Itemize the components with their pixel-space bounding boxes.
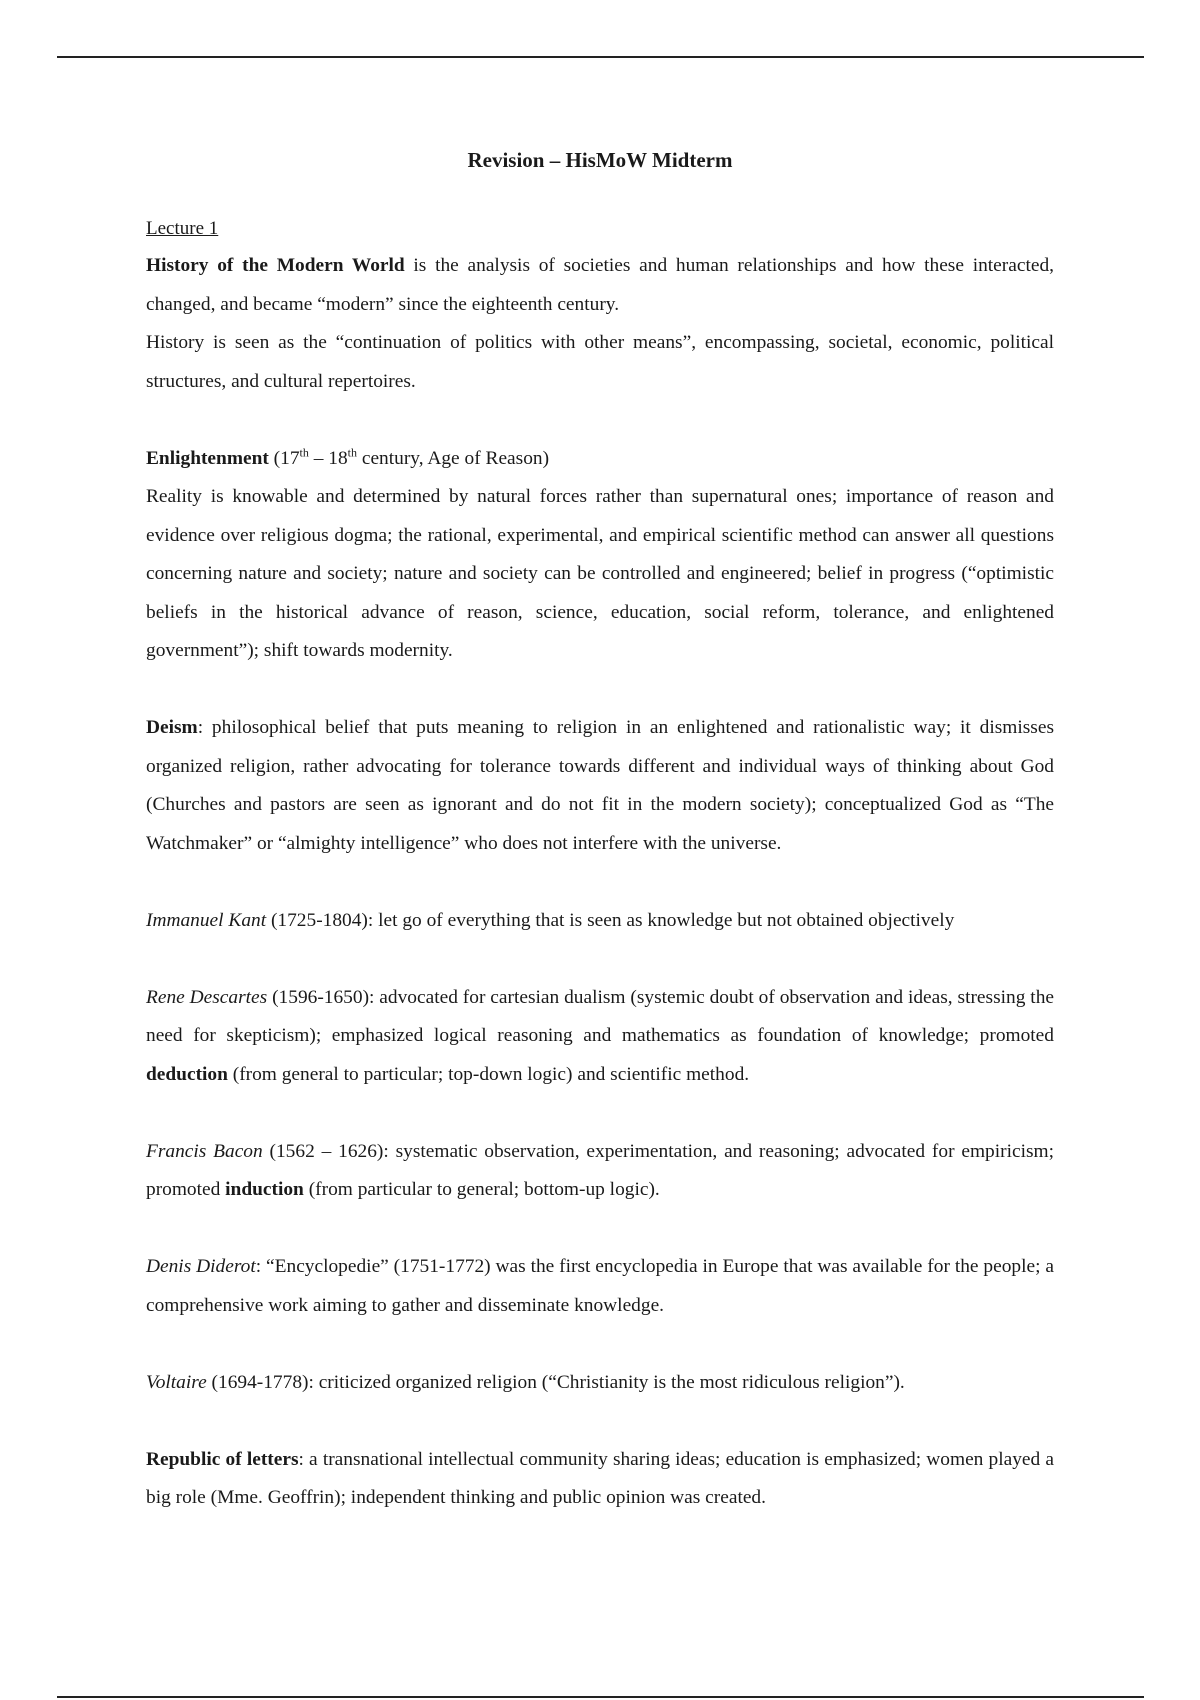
- diderot-paragraph: Denis Diderot: “Encyclopedie” (1751-1772) was the first encyclopedia in Europe that was available for the people; a comprehensive work aiming to gather and disseminate knowledge.: [146, 1256, 1055, 1316]
- republic-paragraph: Republic of letters: a transnational intellectual community sharing ideas; education is emphasized; women played a big role (Mme. Geoffrin); independent thinking and public opinion was created.: [146, 1448, 1055, 1508]
- deism-term: Deism: [146, 717, 198, 738]
- footer-rule: [57, 1696, 1144, 1698]
- diderot-name: Denis Diderot: [146, 1256, 256, 1277]
- page-title: Revision – HisMoW Midterm: [467, 148, 733, 172]
- republic-term: Republic of letters: [146, 1448, 299, 1470]
- document-body: [146, 142, 1054, 1518]
- intro-text: is the analysis of societies and human relationships and how these interacted, changed, and became “modern” since the eighteenth century.: [146, 255, 1054, 315]
- header-rule: [57, 56, 1144, 58]
- intro-paragraph: [146, 247, 1054, 324]
- deduction-term: deduction: [146, 1063, 228, 1085]
- voltaire-name: Voltaire: [146, 1371, 207, 1393]
- intro-term: History of the Modern World: [146, 255, 405, 276]
- kant-name: Immanuel Kant: [146, 909, 267, 931]
- voltaire-paragraph: Voltaire (1694-1778): criticized organized religion (“Christianity is the most ridiculous religion”).: [146, 1371, 905, 1393]
- intro-paragraph-2: History is seen as the “continuation of politics with other means”, encompassing, societal, economic, political structures, and cultural repertoires.: [146, 332, 1054, 392]
- deism-paragraph: Deism: philosophical belief that puts meaning to religion in an enlightened and rationalistic way; it dismisses organized religion, rather advocating for tolerance towards different and individual ways of thinking about God (Churches and pastors are seen as ignorant and do not fit in the modern society); conceptualized God as “The Watchmaker” or “almighty intelligence” who does not interfere with the universe.: [146, 717, 1054, 854]
- lecture-heading: Lecture 1: [146, 218, 219, 239]
- enlightenment-term: Enlightenment: [146, 447, 269, 469]
- induction-term: induction: [225, 1179, 304, 1200]
- kant-paragraph: Immanuel Kant (1725-1804): let go of everything that is seen as knowledge but not obtained objectively: [146, 909, 955, 931]
- enlightenment-paragraph: Reality is knowable and determined by natural forces rather than supernatural ones; importance of reason and evidence over religious dogma; the rational, experimental, and empirical scientific method can answer all questions concerning nature and society; nature and society can be controlled and engineered; belief in progress (“optimistic beliefs in the historical advance of reason, science, education, social reform, tolerance, and enlightened government”); shift towards modernity.: [146, 486, 1054, 661]
- enlightenment-heading: Enlightenment (17th – 18th century, Age of Reason): [146, 445, 550, 469]
- bacon-paragraph: Francis Bacon (1562 – 1626): systematic observation, experimentation, and reasoning; advocated for empiricism; promoted induction (from particular to general; bottom-up logic).: [146, 1140, 1054, 1200]
- descartes-paragraph: Rene Descartes (1596-1650): advocated for cartesian dualism (systemic doubt of observation and ideas, stressing the need for skepticism); emphasized logical reasoning and mathematics as foundation of knowledge; promoted deduction (from general to particular; top-down logic) and scientific method.: [146, 986, 1054, 1085]
- descartes-name: Rene Descartes: [146, 986, 268, 1008]
- bacon-name: Francis Bacon: [146, 1140, 263, 1162]
